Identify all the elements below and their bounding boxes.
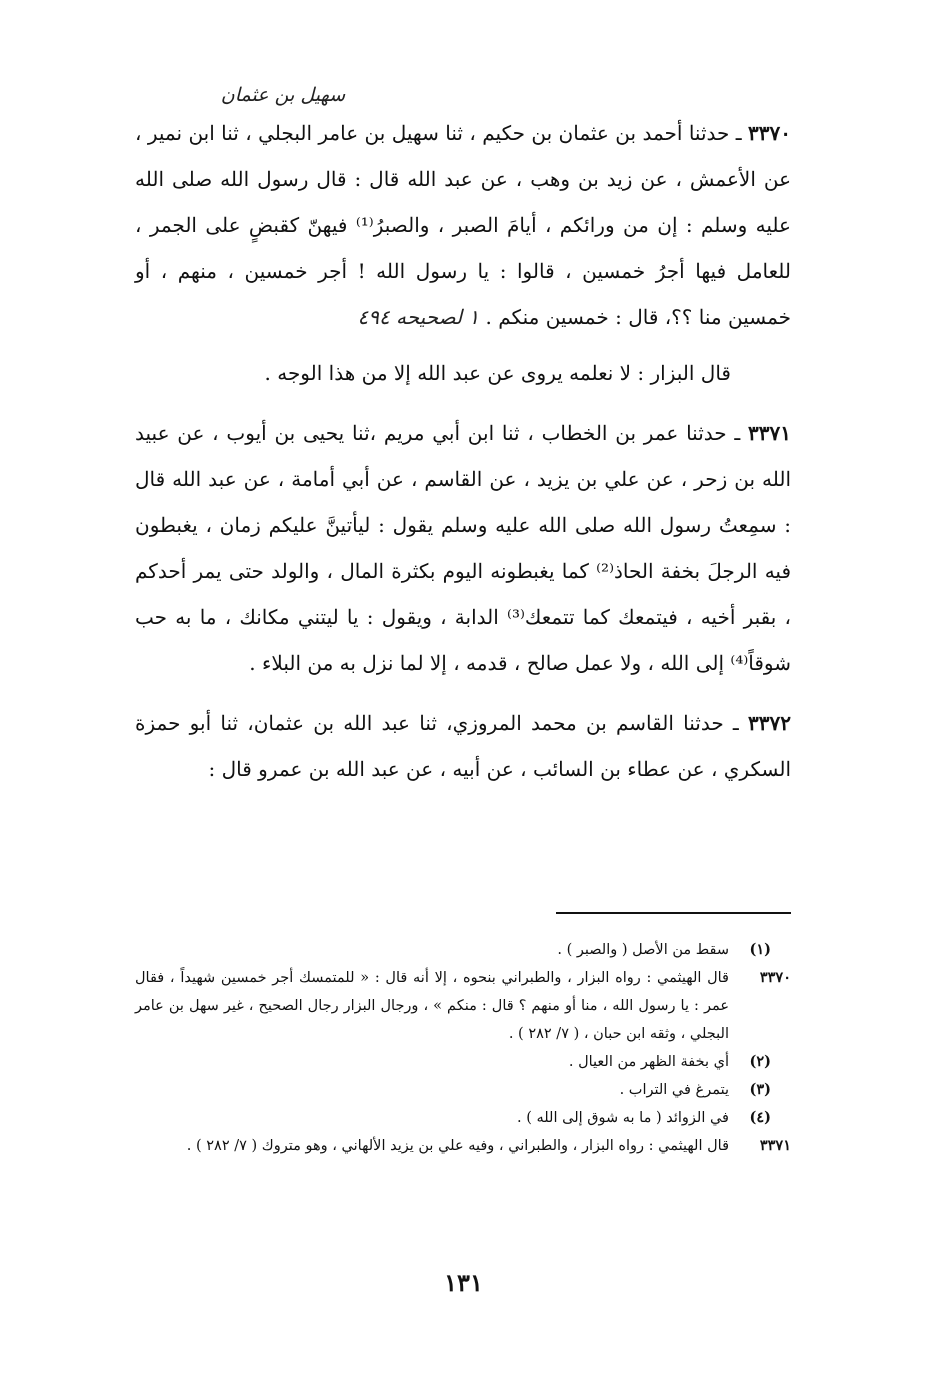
- hadith-number: ٣٣٧٠: [748, 121, 791, 145]
- footnote-2: [135, 1048, 791, 1076]
- footnote-label: ٣٣٧١: [759, 1137, 791, 1154]
- hadith-3371: [135, 410, 791, 686]
- footnote-text: سقط من الأصل ( والصبر ) .: [557, 942, 729, 958]
- footnote-text: في الزوائد ( ما به شوق إلى الله ) .: [517, 1110, 729, 1126]
- footnote-text: يتمرغ في التراب .: [619, 1082, 729, 1098]
- footnote-3: [135, 1076, 791, 1104]
- bazzar-comment: قال البزار : لا نعلمه يروى عن عبد الله إلا من هذا الوجه .: [264, 361, 731, 385]
- footnote-text: أي بخفة الظهر من العيال .: [568, 1054, 729, 1070]
- footnote-label: (٤): [749, 1109, 771, 1126]
- footnote-3371: [135, 1132, 791, 1160]
- hadith-3372: [135, 700, 791, 792]
- footnote-label: ٣٣٧٠: [759, 969, 791, 986]
- hadith-3370: [135, 110, 791, 340]
- hadith-number: ٣٣٧٢: [748, 711, 791, 735]
- footnote-text: قال الهيثمي : رواه البزار ، والطبراني ، وفيه علي بن يزيد الألهاني ، وهو متروك ( ٧/ ٢٨٢ ) .: [186, 1138, 729, 1154]
- footnote-divider: [556, 912, 791, 914]
- hadith-number: ٣٣٧١: [748, 421, 792, 445]
- handwritten-inline-note: ١ لصحيحه ٤٩٤: [357, 305, 480, 329]
- footnote-4: [135, 1104, 791, 1132]
- footnote-3370: [135, 964, 791, 1048]
- hadith-text: ـ حدثنا أحمد بن عثمان بن حكيم ، ثنا سهيل بن عامر البجلي ، ثنا ابن نمير ، عن الأعمش ، عن زيد بن وهب ، عن عبد الله قال : قال رسول الله صلى الله عليه وسلم : إن من ورائكم ، أيامَ الصبر ، والصبرُ⁽¹⁾ فيهنّ كقبضٍ على الجمر ، للعامل فيها أجرُ خمسين ، قالوا : يا رسول الله ! أجر خمسين ، منهم ، أو خمسين منا ؟؟، قال : خمسين منكم .: [135, 121, 791, 329]
- hadith-text: ـ حدثنا عمر بن الخطاب ، ثنا ابن أبي مريم ،ثنا يحيى بن أيوب ، عن عبيد الله بن زحر ، عن علي بن يزيد ، عن القاسم ، عن أبي أمامة ، عن عبد الله قال : سمِعتُ رسول الله صلى الله عليه وسلم يقول : ليأتينَّ عليكم زمان ، يغبطون فيه الرجلَ بخفة الحاذ⁽²⁾ كما يغبطونه اليوم بكثرة المال ، والولد حتى يمر أحدكم ، بقبر أخيه ، فيتمعك كما تتمعك⁽³⁾ الدابة ، ويقول : يا ليتني مكانك ، ما به حب شوقاً⁽⁴⁾ إلى الله ، ولا عمل صالح ، قدمه ، إلا لما نزل به من البلاء .: [135, 421, 792, 675]
- footnote-1: [135, 936, 791, 964]
- footnote-label: (٣): [749, 1081, 771, 1098]
- page-number: ١٣١: [444, 1268, 483, 1297]
- main-text: [135, 110, 791, 792]
- footnote-text: قال الهيثمي : رواه البزار ، والطبراني بنحوه ، إلا أنه قال : « للمتمسك أجر خمسين شهيداً ، فقال عمر : يا رسول الله ، منا أو منهم ؟ قال : منكم » ، ورجال البزار رجال الصحيح ، غير سهل بن عامر البجلي ، وثقه ابن حبان ، ( ٧/ ٢٨٢ ) .: [135, 970, 729, 1042]
- handwritten-annotation: سهيل بن عثمان: [220, 84, 346, 106]
- footnotes: [135, 936, 791, 1160]
- footnote-label: (٢): [749, 1053, 771, 1070]
- hadith-text: ـ حدثنا القاسم بن محمد المروزي، ثنا عبد الله بن عثمان، ثنا أبو حمزة السكري ، عن عطاء بن السائب ، عن أبيه ، عن عبد الله بن عمرو قال :: [135, 711, 791, 781]
- footnote-label: (١): [749, 941, 771, 958]
